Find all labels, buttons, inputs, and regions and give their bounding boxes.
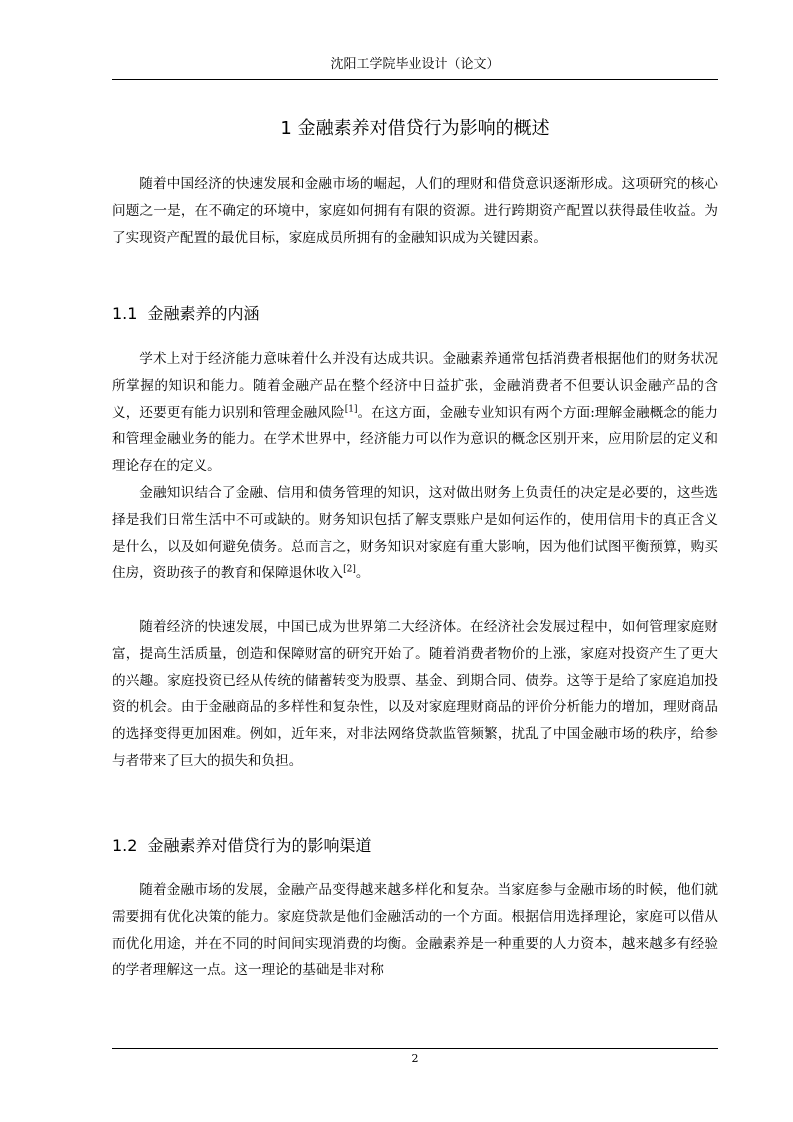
paragraph-text-tail: 。: [355, 565, 370, 582]
paragraph-text-tail: 。在这方面，金融专业知识有两个方面:理解金融概念的能力和管理金融业务的能力。在学术世界中，经济能力可以作为意识的概念区别开来，应用阶层的定义和理论存在的定义。: [112, 404, 719, 475]
section-number: 1.2: [112, 836, 138, 855]
section-title-text: 金融素养对借贷行为的影响渠道: [147, 836, 372, 855]
chapter-title: 1 金融素养对借贷行为影响的概述: [280, 118, 550, 139]
intro-paragraph: 随着中国经济的快速发展和金融市场的崛起，人们的理财和借贷意识逐渐形成。这项研究的核心问题之一是，在不确定的环境中，家庭如何拥有有限的资源。进行跨期资产配置以获得最佳收益。为了实现资产配置的最优目标，家庭成员所拥有的金融知识成为关键因素。: [112, 176, 718, 246]
page-header: 沈阳工学院毕业设计（论文）: [330, 57, 500, 72]
section-1-1-paragraph-1: [112, 346, 718, 480]
section-title-text: 金融素养的内涵: [147, 304, 260, 323]
section-heading-1-2: [112, 834, 371, 858]
section-number: 1.1: [112, 304, 138, 323]
citation-ref: [2]: [343, 564, 356, 575]
header-divider: [112, 79, 718, 80]
section-heading-1-1: [112, 302, 259, 326]
section-1-2-paragraph-1: 随着金融市场的发展，金融产品变得越来越多样化和复杂。当家庭参与金融市场的时候，他们就需要拥有优化决策的能力。家庭贷款是他们金融活动的一个方面。根据信用选择理论，家庭可以借从而优化用途，并在不同的时间间实现消费的均衡。金融素养是一种重要的人力资本，越来越多有经验的学者理解这一点。这一理论的基础是非对称: [112, 882, 718, 979]
paragraph-text: 学术上对于经济能力意味着什么并没有达成共识。金融素养通常包括消费者根据他们的财务状况所掌握的知识和能力。随着金融产品在整个经济中日益扩张，金融消费者不但要认识金融产品的含义，还要更有能力识别和管理金融风险: [112, 351, 718, 421]
section-1-1-paragraph-3: 随着经济的快速发展，中国已成为世界第二大经济体。在经济社会发展过程中，如何管理家庭财富，提高生活质量，创造和保障财富的研究开始了。随着消费者物价的上涨，家庭对投资产生了更大的兴趣。家庭投资已经从传统的储蓄转变为股票、基金、到期合同、债券。这等于是给了家庭追加投资的机会。由于金融商品的多样性和复杂性，以及对家庭理财商品的评价分析能力的增加，理财商品的选择变得更加困难。例如，近年来，对非法网络贷款监管频繁，扰乱了中国金融市场的秩序，给参与者带来了巨大的损失和负担。: [112, 619, 718, 769]
paragraph-text: 金融知识结合了金融、信用和债务管理的知识，这对做出财务上负责任的决定是必要的，这些选择是我们日常生活中不可或缺的。财务知识包括了解支票账户是如何运作的，使用信用卡的真正含义是什么，以及如何避免债务。总而言之，财务知识对家庭有重大影响，因为他们试图平衡预算，购买住房，资助孩子的教育和保障退休收入: [112, 485, 718, 582]
footer-divider: [112, 1048, 718, 1049]
section-1-1-paragraph-2: [112, 480, 718, 587]
page-number: 2: [411, 1052, 419, 1065]
citation-ref: [1]: [344, 404, 358, 415]
